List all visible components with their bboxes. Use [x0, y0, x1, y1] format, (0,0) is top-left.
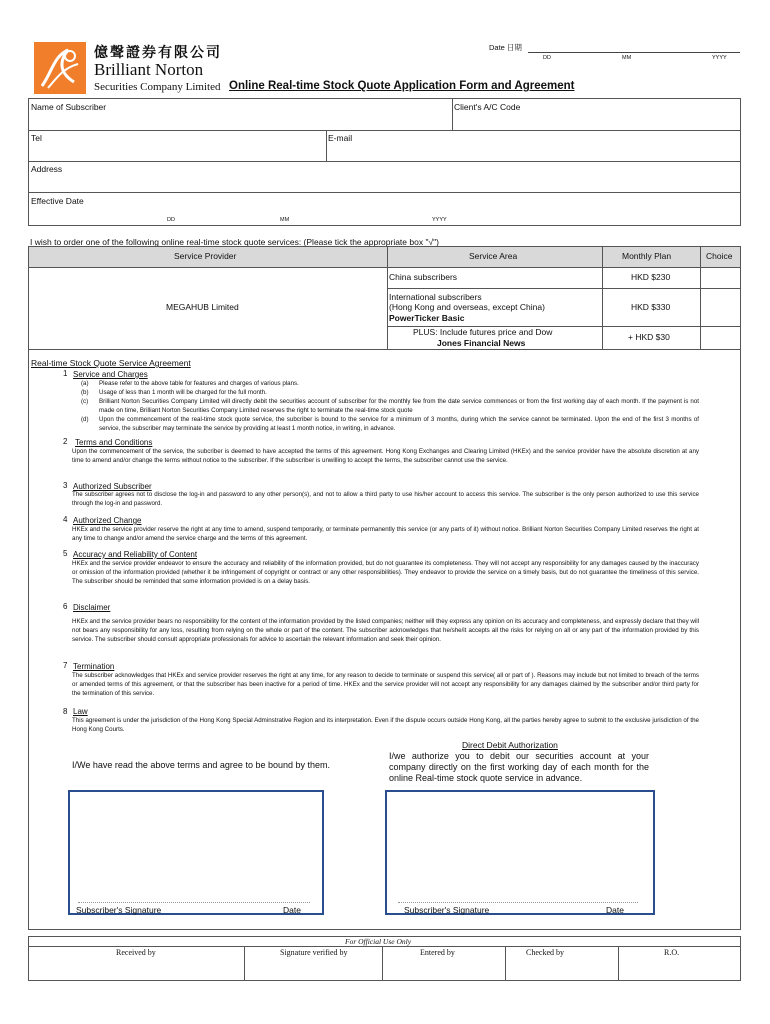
dda-title: Direct Debit Authorization: [462, 740, 558, 750]
company-name-sub: Securities Company Limited: [94, 81, 221, 93]
received-by: Received by: [116, 948, 156, 957]
s3-body: The subscriber agrees not to disclose the log-in and password to any other person(s), and not to allow a third party to use his/her account to access this service. The subscriber is the only person authorized to use this service through the log-in and password.: [72, 491, 699, 507]
account-label: Client's A/C Code: [454, 102, 521, 112]
agreement-bottom-line: [28, 929, 741, 930]
s5-number: 5: [63, 549, 68, 558]
dda-text: I/we authorize you to debit our securities account at your company directly on the first working day of each month for the online Real-time stock quote service in advance.: [389, 751, 649, 783]
signature-box-right[interactable]: [385, 790, 655, 915]
row3-plan: + HKD $30: [628, 332, 670, 342]
s1-a-text: Please refer to the above table for features and charges of various plans.: [99, 380, 299, 387]
s3-number: 3: [63, 481, 68, 490]
s2-title: Terms and Conditions: [75, 438, 153, 447]
date-dd: DD: [543, 55, 551, 61]
row3-choice-box[interactable]: [701, 327, 739, 348]
row3-area-1: PLUS: Include futures price and Dow: [413, 327, 553, 337]
provider-name: MEGAHUB Limited: [166, 302, 239, 312]
signature-line-left: [78, 902, 310, 903]
agreement-title: Real-time Stock Quote Service Agreement: [31, 358, 191, 368]
s1-d-label: (d): [81, 416, 89, 423]
s3-title: Authorized Subscriber: [73, 482, 152, 491]
col-plan: Monthly Plan: [622, 251, 672, 261]
row2-area-3: PowerTicker Basic: [389, 313, 465, 323]
col-provider: Service Provider: [174, 251, 237, 261]
s2-number: 2: [63, 437, 68, 446]
sig-label-right: Subscriber's Signature: [404, 905, 490, 915]
s7-title: Termination: [73, 662, 115, 671]
s6-body: HKEx and the service provider bears no responsibility for the content of the information provided by the listed companies; neither will they express any opinion on its accuracy and completeness, and expressly declare that they will not bears any responsibility for any loss, resulting from relying on the whole or part of the content. The subscriber acknowledges that he/she/it accepts all the risks for relying on all or any part of the information provided by this service. The subscriber should consult appropriate professionals for advice to ascertain the relevant information and seek their opinion.: [72, 618, 699, 643]
date-input-line[interactable]: [528, 52, 740, 53]
date-label-right: Date: [606, 905, 624, 915]
s1-c-label: (c): [81, 398, 89, 405]
effective-date-label: Effective Date: [31, 196, 84, 206]
services-intro: I wish to order one of the following online real-time stock quote services: (Please tick the appropriate box "√"): [30, 237, 439, 247]
company-logo: [34, 42, 86, 94]
signature-line-right: [398, 902, 638, 903]
signature-box-left[interactable]: [68, 790, 324, 915]
address-field[interactable]: [29, 174, 740, 191]
email-field[interactable]: [326, 143, 740, 160]
s1-a-label: (a): [81, 380, 89, 387]
s7-body: The subscriber acknowledges that HKEx and service provider reserves the right at any time, for any reason to decide to terminate or suspend this service( all or part of ). Reasons may include but not limited to breach of the terms or amended terms of this agreement, or that the subscriber has been inactive for a period of time. HKEx and the service provider will not accept any responsibility for any damages claimed by the subscriber and/or third party for the termination of this service.: [72, 672, 699, 697]
s8-number: 8: [63, 707, 68, 716]
effective-dd: DD: [167, 217, 175, 223]
address-label: Address: [31, 164, 63, 174]
s8-title: Law: [73, 707, 88, 716]
effective-date-field[interactable]: [29, 206, 740, 216]
s6-number: 6: [63, 602, 68, 611]
s5-body: HKEx and the service provider endeavor to ensure the accuracy and reliability of the information provided, but do not guarantee its completeness. They will not accept any responsibility for any damages caused by the inaccuracy or omission of the information provided (whether it be infringement of copyright or contract or any other responsibilities). They endeavor to provide the service on a timely basis, but do not guarantee the timeliness of this service. The subscriber should be reminded that some information provided is on a delay basis.: [72, 560, 699, 585]
logo-emblem: [34, 42, 86, 94]
row3-area-2: Jones Financial News: [437, 338, 526, 348]
s6-title: Disclaimer: [73, 603, 111, 612]
col-area: Service Area: [469, 251, 518, 261]
s1-title: Service and Charges: [73, 370, 148, 379]
name-field[interactable]: [29, 112, 451, 129]
row1-plan: HKD $230: [631, 272, 671, 282]
signature-verified-by: Signature verified by: [280, 948, 348, 957]
name-label: Name of Subscriber: [31, 102, 107, 112]
s1-b-label: (b): [81, 389, 89, 396]
s7-number: 7: [63, 661, 68, 670]
row2-choice-box[interactable]: [701, 289, 739, 325]
checked-by: Checked by: [526, 948, 564, 957]
effective-yyyy: YYYY: [432, 217, 447, 223]
agree-text: I/We have read the above terms and agree to be bound by them.: [72, 760, 330, 770]
row1-choice-box[interactable]: [701, 267, 739, 286]
entered-by: Entered by: [420, 948, 455, 957]
company-name-en: Brilliant Norton: [94, 60, 204, 79]
account-field[interactable]: [452, 112, 740, 129]
col-choice: Choice: [706, 251, 733, 261]
row2-area-1: International subscribers: [389, 292, 482, 302]
email-label: E-mail: [328, 133, 353, 143]
date-yyyy: YYYY: [712, 55, 727, 61]
ro-label: R.O.: [664, 948, 680, 957]
sig-label-left: Subscriber's Signature: [76, 905, 162, 915]
date-label-left: Date: [283, 905, 301, 915]
date-label: Date 日期: [489, 43, 522, 52]
s2-body: Upon the commencement of the service, the subcriber is deemed to have accepted the terms of this agreement. Hong Kong Exchanges and Clearing Limited (HKEx) and the service provider have the absolute discretion at any time to amend and/or change the terms without notice to the subscriber. If the subscriber is unwilling to accept the terms, the subscriber cannot use the service.: [72, 448, 699, 464]
s4-title: Authorized Change: [73, 516, 142, 525]
row1-area: China subscribers: [389, 272, 458, 282]
s5-title: Accuracy and Reliability of Content: [73, 550, 198, 559]
row2-area-2: (Hong Kong and overseas, except China): [389, 302, 545, 312]
s1-number: 1: [63, 369, 68, 378]
s1-c-text: Brilliant Norton Securities Company Limited will directly debit the securities account of subscriber for the monthly fee from the date service commences or from the first working day of each month. If the payment is not made on time, Brilliant Norton Securities Company Limited reserves the right to terminate the real-time stock quote: [99, 398, 699, 414]
s8-body: This agreement is under the jurisdiction of the Hong Kong Special Adminstrative Region and its interpretation. Even if the dispute occurs outside Hong Kong, all the parties hereby agree to submit to the exclusive jurisdiction of the Hong Kong Courts.: [72, 717, 699, 733]
company-name-cn: 億聲證券有限公司: [94, 46, 222, 61]
tel-label: Tel: [31, 133, 42, 143]
row2-plan: HKD $330: [631, 302, 671, 312]
s4-number: 4: [63, 515, 68, 524]
form-title: Online Real-time Stock Quote Application Form and Agreement: [229, 80, 575, 92]
s1-d-text: Upon the commencement of the real-time stock quote service, the subcriber is bound to the service for a minimum of 3 months, during which the service cannot be terminated. Upon the end of the first 3 months of service, the subscriber may terminate the service by providing at least 1 month notice, in writing, in advance.: [99, 416, 699, 432]
official-title: For Official Use Only: [345, 937, 412, 946]
effective-mm: MM: [280, 217, 290, 223]
tel-field[interactable]: [29, 143, 325, 160]
date-mm: MM: [622, 55, 632, 61]
s4-body: HKEx and the service provider reserve the right at any time to amend, suspend temporarily, or terminate permanently this service (or any parts of it) without notice. Brilliant Norton Securities Company Limited reserves the right at any time to change and/or amend the service charge and the terms of this agreement.: [72, 526, 699, 542]
s1-b-text: Usage of less than 1 month will be charged for the full month.: [99, 389, 267, 396]
